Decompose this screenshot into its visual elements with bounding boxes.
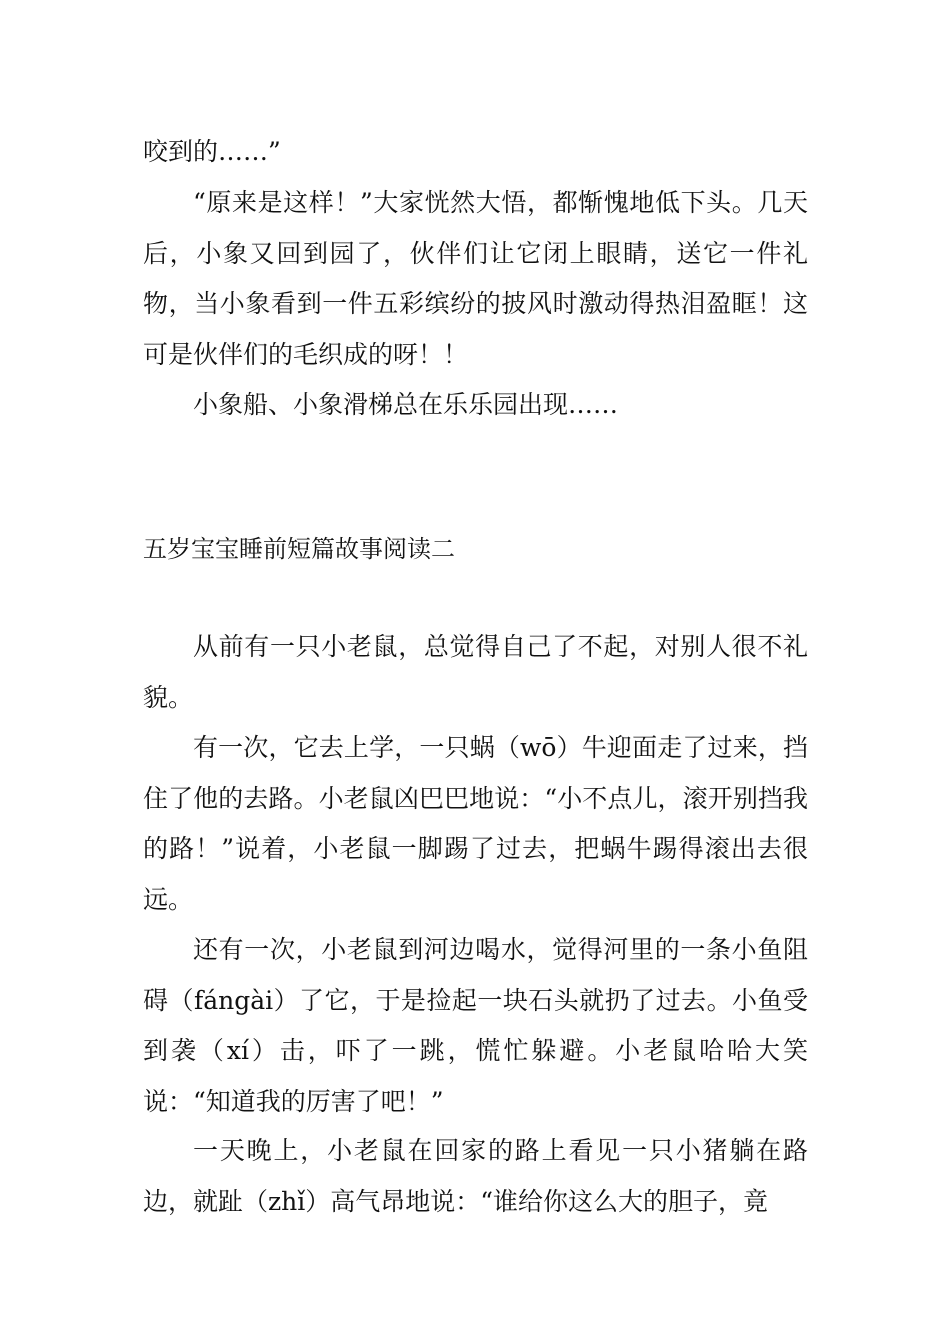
paragraph-fish-encounter: 还有一次，小老鼠到河边喝水，觉得河里的一条小鱼阻碍（fángài）了它，于是捡起一块石头就扔了过去。小鱼受到袭（xí）击，吓了一跳，慌忙躲避。小老鼠哈哈大笑说：“知道我的厉害了吧！” [143, 935, 808, 1116]
section-title: 五岁宝宝睡前短篇故事阅读二 [143, 535, 455, 563]
paragraph-realization: “原来是这样！”大家恍然大悟，都惭愧地低下头。几天后，小象又回到园了，伙伴们让它闭上眼睛，送它一件礼物，当小象看到一件五彩缤纷的披风时激动得热泪盈眶！这可是伙伴们的毛织成的呀！！ [143, 188, 808, 369]
paragraph-snail-encounter: 有一次，它去上学，一只蜗（wō）牛迎面走了过来，挡住了他的去路。小老鼠凶巴巴地说：“小不点儿，滚开别挡我的路！”说着，小老鼠一脚踢了过去，把蜗牛踢得滚出去很远。 [143, 733, 808, 914]
paragraph-story-intro: 从前有一只小老鼠，总觉得自己了不起，对别人很不礼貌。 [143, 632, 808, 712]
paragraph-continuation: 咬到的……” [143, 137, 281, 166]
paragraph-ending: 小象船、小象滑梯总在乐乐园出现…… [193, 390, 619, 419]
paragraph-pig-encounter: 一天晚上，小老鼠在回家的路上看见一只小猪躺在路边，就趾（zhǐ）高气昂地说：“谁给你这么大的胆子，竟 [143, 1136, 808, 1216]
